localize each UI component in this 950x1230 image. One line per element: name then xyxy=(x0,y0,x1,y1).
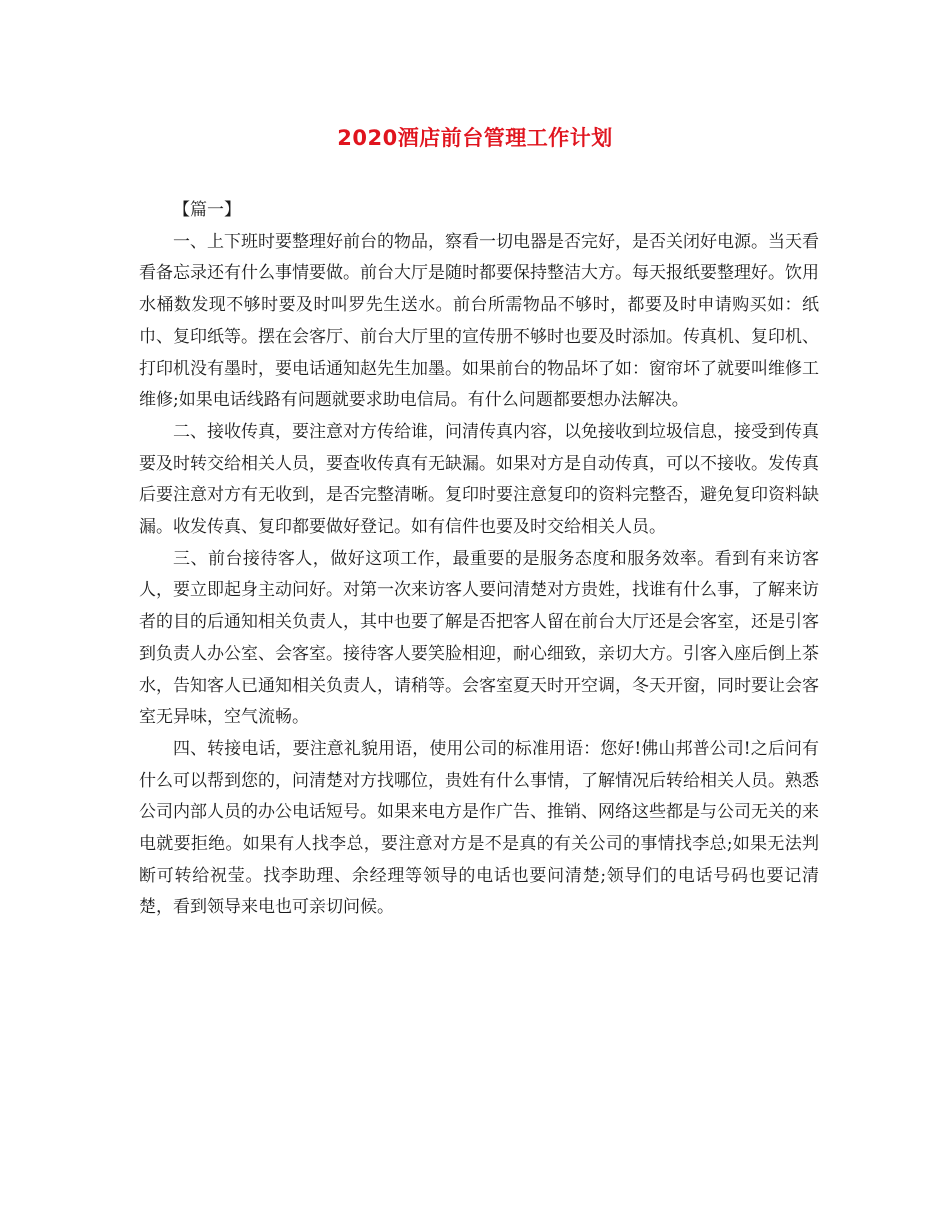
document-title: 2020酒店前台管理工作计划 xyxy=(337,126,613,150)
paragraph-4: 四、转接电话，要注意礼貌用语，使用公司的标准用语：您好!佛山邦普公司!之后问有什么可以帮到您的，问清楚对方找哪位，贵姓有什么事情，了解情况后转给相关人员。熟悉公司内部人员的办公电话短号。如果来电方是作广告、推销、网络这些都是与公司无关的来电就要拒绝。如果有人找李总，要注意对方是不是真的有关公司的事情找李总;如果无法判断可转给祝莹。找李助理、余经理等领导的电话也要问清楚;领导们的电话号码也要记清楚，看到领导来电也可亲切问候。 xyxy=(139,738,819,918)
document-body xyxy=(139,195,819,924)
paragraph-1: 一、上下班时要整理好前台的物品，察看一切电器是否完好，是否关闭好电源。当天看看备忘录还有什么事情要做。前台大厅是随时都要保持整洁大方。每天报纸要整理好。饮用水桶数发现不够时要及时叫罗先生送水。前台所需物品不够时，都要及时申请购买如：纸巾、复印纸等。摆在会客厅、前台大厅里的宣传册不够时也要及时添加。传真机、复印机、打印机没有墨时，要电话通知赵先生加墨。如果前台的物品坏了如：窗帘坏了就要叫维修工维修;如果电话线路有问题就要求助电信局。有什么问题都要想办法解决。 xyxy=(139,231,819,411)
paragraph-2: 二、接收传真，要注意对方传给谁，问清传真内容，以免接收到垃圾信息，接受到传真要及时转交给相关人员，要查收传真有无缺漏。如果对方是自动传真，可以不接收。发传真后要注意对方有无收到，是否完整清晰。复印时要注意复印的资料完整否，避免复印资料缺漏。收发传真、复印都要做好登记。如有信件也要及时交给相关人员。 xyxy=(139,421,819,538)
section-label: 【篇一】 xyxy=(173,200,241,220)
paragraph-3: 三、前台接待客人，做好这项工作，最重要的是服务态度和服务效率。看到有来访客人，要立即起身主动问好。对第一次来访客人要问清楚对方贵姓，找谁有什么事，了解来访者的目的后通知相关负责人，其中也要了解是否把客人留在前台大厅还是会客室，还是引客到负责人办公室、会客室。接待客人要笑脸相迎，耐心细致，亲切大方。引客入座后倒上茶水，告知客人已通知相关负责人，请稍等。会客室夏天时开空调，冬天开窗，同时要让会客室无异味，空气流畅。 xyxy=(139,548,819,728)
